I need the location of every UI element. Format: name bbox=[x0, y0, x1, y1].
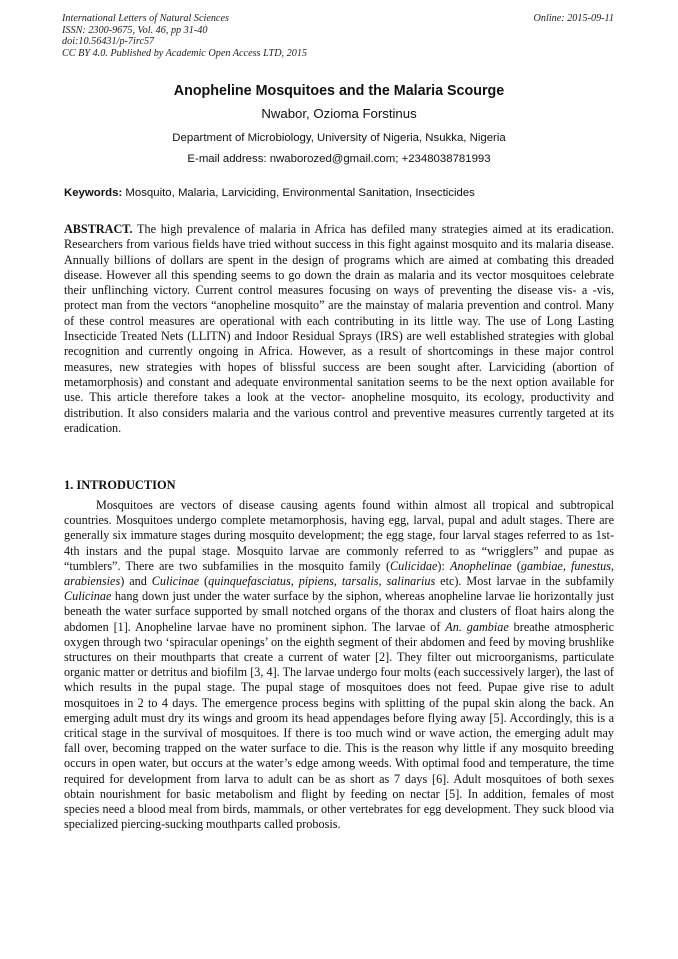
intro-text-4: ) and bbox=[120, 574, 152, 589]
taxon-culicinae-2: Culicinae bbox=[64, 589, 112, 604]
keywords-text: Mosquito, Malaria, Larviciding, Environmental Sanitation, Insecticides bbox=[122, 187, 475, 199]
introduction-paragraph bbox=[64, 498, 614, 832]
journal-doi: doi:10.56431/p-7irc57 bbox=[62, 36, 155, 48]
section-heading-introduction: 1. INTRODUCTION bbox=[64, 478, 176, 492]
taxon-tarsalis: tarsalis bbox=[341, 574, 379, 589]
journal-issn: ISSN: 2300-9675, Vol. 46, pp 31-40 bbox=[62, 24, 208, 36]
online-date: Online: 2015-09-11 bbox=[533, 13, 614, 24]
journal-name: International Letters of Natural Sciences bbox=[62, 13, 229, 24]
intro-text-9: etc). Most larvae in the subfamily bbox=[435, 574, 615, 589]
taxon-anophelinae-species: gambiae, funestus, arabiensies bbox=[64, 558, 615, 589]
intro-text-7: , bbox=[333, 574, 342, 589]
author-email: E-mail address: nwaborozed@gmail.com; +2348038781993 bbox=[187, 153, 491, 165]
intro-text-11: breathe atmospheric oxygen through two ‘spiracular openings’ on the eighth segment of their abdomen and feed by moving brushlike structures on their mouthparts that create a current of water [2]. They filter out microorganisms, particulate organic matter or detritus and biofilm [3, 4]. The larvae undergo four molts (each successively larger), the last of which results in the pupal stage. The pupal stage of mosquitoes does not feed. Pupae give rise to adult mosquitoes in 2 to 4 days. The emergence process begins with splitting of the pupal skin along the back. An emerging adult must dry its wings and groom its head appendages before flying away [5]. Accordingly, this is a critical stage in the survival of mosquitoes. If there is too much wind or wave action, the emerging adult may fall over, becoming trapped on the water surface to die. This is the reason why little if any mosquito breeding occurs in open water, but occurs at the water’s edge among weeds. With optimal food and temperature, the time required for development from larva to adult can be as short as 7 days [6]. Adult mosquitoes of both sexes obtain nourishment for basic metabolism and flight by feeding on nectar [5]. In addition, females of most species need a blood meal from birds, mammals, or other vertebrates for egg development. They suck blood via specialized piercing-sucking mouthparts called probosis. bbox=[64, 619, 614, 832]
taxon-quinquefasciatus: quinquefasciatus bbox=[208, 574, 291, 589]
abstract-text: The high prevalence of malaria in Africa has defiled many strategies aimed at its eradication. Researchers from various fields have tried without success in this fight against mosquito and its malaria disease. Annually billions of dollars are spent in the design of programs which are aimed at combating this dreaded disease. However all this spending seems to go down the drain as malaria and its vector mosquitoes celebrate their unflinching victory. Current control measures focusing on ways of preventing the disease vis- a -vis, protect man from the vectors “anopheline mosquito” are the mainstay of malaria prevention and control. Many of these control measures are operational with each contributing in its little way. The use of Long Lasting Insecticide Treated Nets (LLITN) and Indoor Residual Sprays (IRS) are well established strategies with global recognition and currently ongoing in Africa. However, as a result of shortcomings in these major control measures, new strategies with hopes of blissful success are been sought after. Larviciding (abortion of metamorphosis) and constant and adequate environmental sanitation seems to be the next option available for use. This article therefore takes a look at the vector- anopheline mosquito, its ecology, productivity and distribution. It also considers malaria and the various control and preventive measures currently targeted at its eradication. bbox=[64, 222, 614, 435]
intro-text-1: Mosquitoes are vectors of disease causing agents found within almost all tropical and subtropical countries. Mosquitoes undergo complete metamorphosis, having egg, larval, pupal and adult stages. There are generally six immature stages during mosquito development; the egg stage, four larval stages referred to as 1st-4th instars and the pupal stage. Mosquito larvae are commonly referred to as “wrigglers” and pupae as “tumblers”. There are two subfamilies in the mosquito family ( bbox=[64, 498, 614, 573]
taxon-an-gambiae: An. gambiae bbox=[445, 619, 509, 634]
paper-title: Anopheline Mosquitoes and the Malaria Scourge bbox=[173, 83, 505, 99]
paper-author: Nwabor, Ozioma Forstinus bbox=[261, 106, 417, 121]
taxon-culicidae: Culicidae bbox=[390, 558, 438, 573]
taxon-culicinae: Culicinae bbox=[151, 574, 200, 589]
journal-license: CC BY 4.0. Published by Academic Open Access LTD, 2015 bbox=[62, 47, 308, 59]
taxon-anophelinae: Anophelinae bbox=[450, 558, 512, 573]
intro-text-8: , bbox=[378, 574, 387, 589]
keywords-label: Keywords: bbox=[64, 187, 123, 199]
abstract-label: ABSTRACT. bbox=[64, 222, 133, 236]
taxon-pipiens: pipiens bbox=[298, 574, 334, 589]
author-affiliation: Department of Microbiology, University of Nigeria, Nsukka, Nigeria bbox=[172, 132, 506, 144]
intro-text-2: ): bbox=[437, 558, 451, 573]
intro-text-3: ( bbox=[511, 558, 521, 573]
intro-text-6: , bbox=[290, 574, 299, 589]
intro-text-10: hang down just under the water surface by the siphon, whereas anopheline larvae lie horizontally just beneath the water surface supported by small notched organs of the thorax and clusters of float hairs along the abdomen [1]. Anopheline larvae have no prominent siphon. The larvae of bbox=[64, 589, 614, 634]
keywords-line bbox=[64, 187, 475, 199]
taxon-salinarius: salinarius bbox=[386, 574, 436, 589]
intro-text-5: ( bbox=[199, 574, 209, 589]
journal-header bbox=[62, 13, 307, 59]
abstract-paragraph bbox=[64, 222, 614, 436]
